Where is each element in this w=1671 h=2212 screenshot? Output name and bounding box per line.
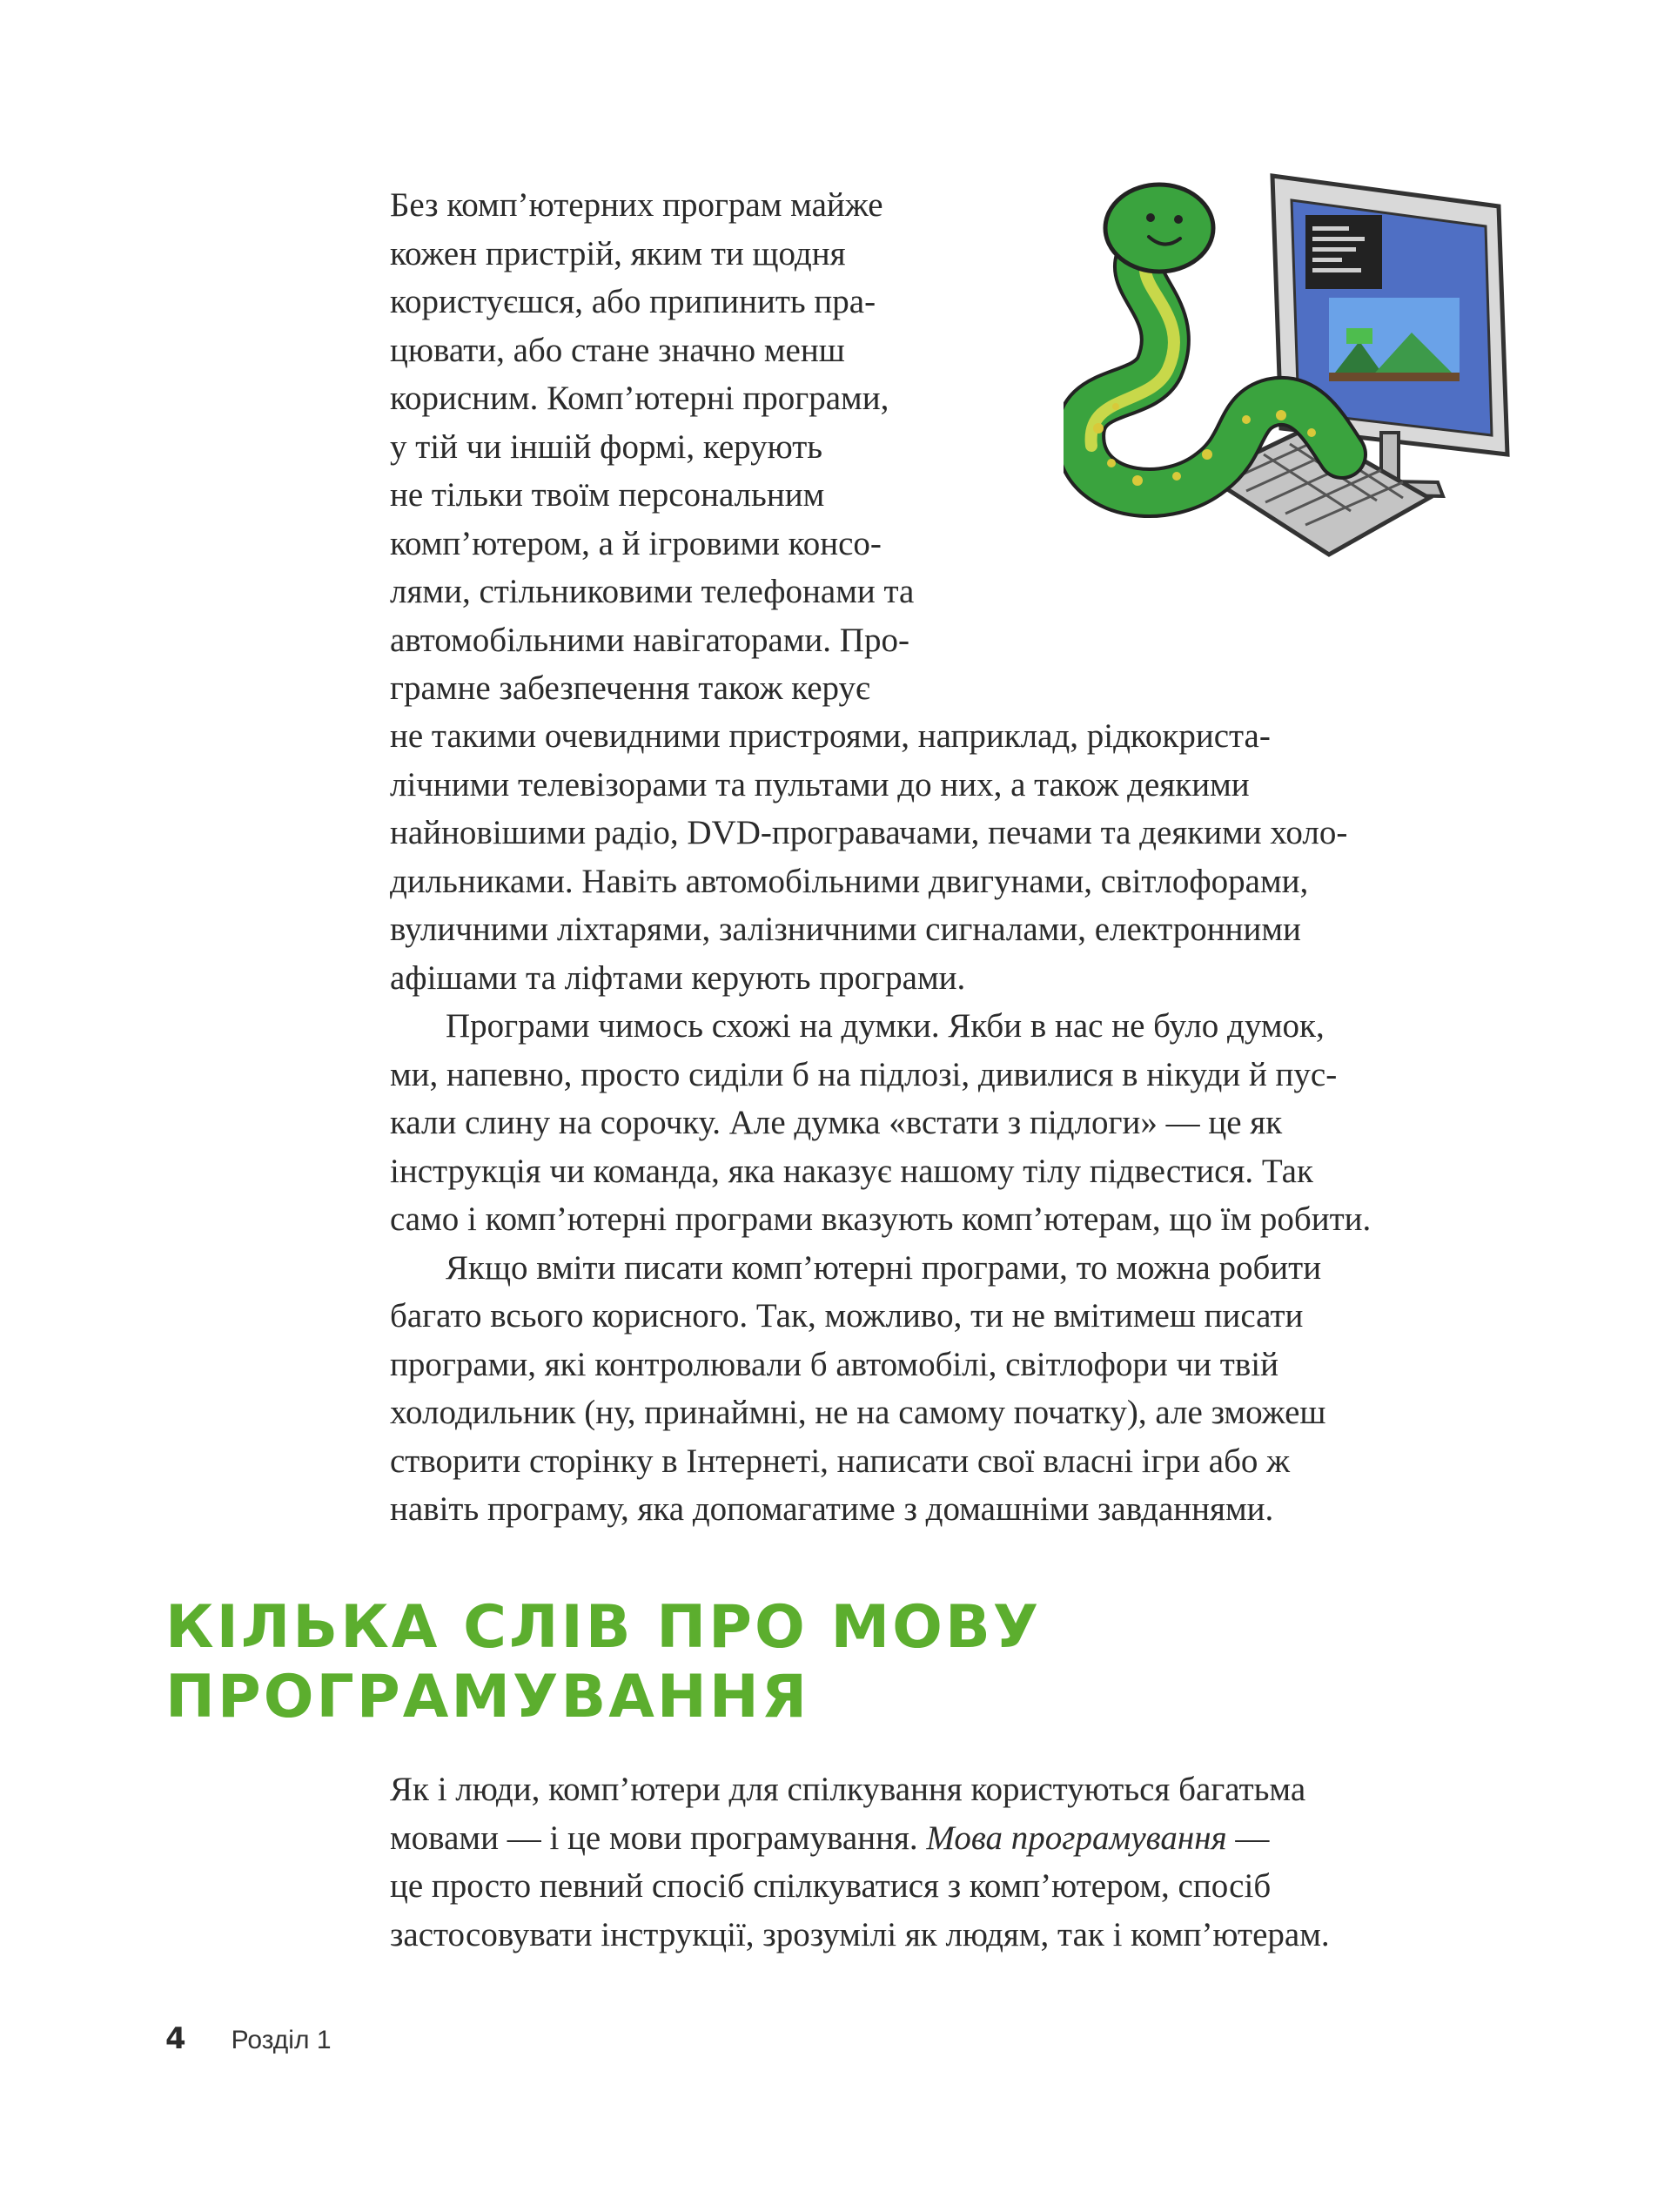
text-line: само і комп’ютерні програми вказують комп’ютерам, що їм робити.: [390, 1200, 1372, 1238]
text-line: лями, стільниковими телефонами та: [390, 573, 915, 610]
text-line: кожен пристрій, яким ти щодня: [390, 234, 846, 272]
body-text: [390, 712, 1495, 1534]
text-line: багато всього корисного. Так, можливо, ти не вмітимеш писати: [390, 1297, 1304, 1335]
text-line: вуличними ліхтарями, залізничними сигналами, електронними: [390, 911, 1301, 948]
text-line: комп’ютером, а й ігровими консо-: [390, 524, 882, 562]
text-line: не тільки твоїм персональним: [390, 476, 825, 514]
text-line: Без комп’ютерних програм майже: [390, 186, 883, 224]
section-paragraph: [390, 1765, 1495, 1959]
text-line: корисним. Комп’ютерні програми,: [390, 380, 889, 417]
text-line: холодильник (ну, принаймні, не на самому початку), але зможеш: [390, 1394, 1326, 1431]
text-line: [390, 1814, 1495, 1863]
text-line: інструкція чи команда, яка наказує нашому тілу підвестися. Так: [390, 1152, 1313, 1190]
text-line: цювати, або стане значно менш: [390, 331, 845, 369]
text-line: найновішими радіо, DVD-програвачами, печами та деякими холо-: [390, 814, 1348, 851]
text-line: це просто певний спосіб спілкуватися з комп’ютером, спосіб: [390, 1867, 1272, 1905]
text-segment: мовами — і це мови програмування.: [390, 1819, 927, 1857]
snake-computer-illustration: [1064, 167, 1516, 594]
text-line: автомобільними навігаторами. Про-: [390, 621, 909, 659]
text-line: програми, які контролювали б автомобілі, світлофори чи твій: [390, 1345, 1278, 1383]
page-footer: [165, 2021, 332, 2056]
text-segment: —: [1226, 1819, 1270, 1857]
intro-paragraph-wrapped: [390, 181, 1017, 713]
text-line: Якщо вміти писати комп’ютерні програми, то можна робити: [446, 1248, 1322, 1287]
text-line: ми, напевно, просто сиділи б на підлозі, дивилися в нікуди й пус-: [390, 1055, 1338, 1093]
text-line: у тій чи іншій формі, керують: [390, 427, 823, 466]
text-line: навіть програму, яка допомагатиме з домашніми завданнями.: [390, 1490, 1274, 1528]
text-line: грамне забезпечення також керує: [390, 669, 870, 707]
chapter-label: Розділ 1: [231, 2026, 332, 2054]
text-line: Як і люди, комп’ютери для спілкування користуються багатьма: [390, 1771, 1306, 1808]
text-line: застосовувати інструкції, зрозумілі як людям, так і комп’ютерам.: [390, 1915, 1330, 1953]
heading-line: ПРОГРАМУВАННЯ: [165, 1663, 810, 1731]
text-line: користуєшся, або припинить пра-: [390, 283, 876, 320]
text-line: не такими очевидними пристроями, наприклад, рідкокриста-: [390, 717, 1271, 755]
heading-line: КІЛЬКА СЛІВ ПРО МОВУ: [165, 1593, 1042, 1662]
text-line: Програми чимось схожі на думки. Якби в нас не було думок,: [446, 1007, 1325, 1045]
term-italic: Мова програмування: [926, 1819, 1227, 1857]
text-line: афішами та ліфтами керують програми.: [390, 958, 966, 997]
text-line: кали слину на сорочку. Але думка «встати з підлоги» — це як: [390, 1104, 1283, 1141]
text-line: лічними телевізорами та пультами до них, а також деякими: [390, 765, 1250, 803]
text-line: дильниками. Навіть автомобільними двигунами, світлофорами,: [390, 862, 1309, 900]
section-heading: [165, 1593, 1041, 1732]
page-number: 4: [165, 2021, 186, 2056]
text-line: створити сторінку в Інтернеті, написати свої власні ігри або ж: [390, 1442, 1291, 1480]
